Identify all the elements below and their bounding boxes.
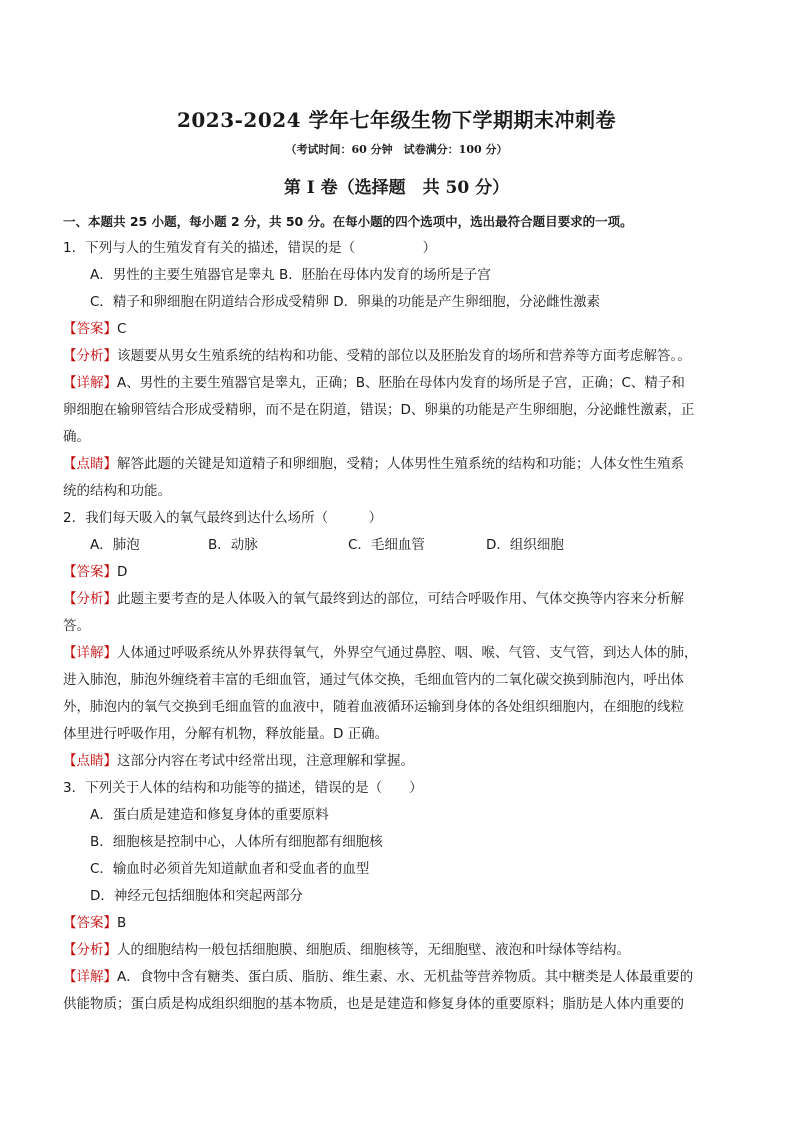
comment-text: 这部分内容在考试中经常出现，注意理解和掌握。: [117, 753, 414, 769]
question-3-stem: 3．下列关于人体的结构和功能等的描述，错误的是（ ）: [63, 780, 423, 796]
question-1-analysis: [63, 343, 730, 370]
answer-value: C: [117, 321, 127, 337]
question-1-detail-cont: 卵细胞在输卵管结合形成受精卵，而不是在阴道，错误；D、卵巢的功能是产生卵细胞，分泌雌性激素，正: [63, 402, 695, 418]
answer-tag: 【答案】: [63, 321, 117, 337]
question-2-analysis: [63, 586, 730, 613]
analysis-tag: 【分析】: [63, 591, 117, 607]
option-d: D．组织细胞: [486, 537, 564, 553]
detail-text: A．食物中含有糖类、蛋白质、脂肪、维生素、水、无机盐等营养物质。其中糖类是人体最重要的: [117, 969, 694, 985]
detail-text: A、男性的主要生殖器官是睾丸，正确；B、胚胎在母体内发育的场所是子宫，正确；C、精子和: [117, 375, 685, 391]
analysis-text: 该题要从男女生殖系统的结构和功能、受精的部位以及胚胎发育的场所和营养等方面考虑解答。。: [117, 348, 691, 364]
question-2-options: [63, 532, 730, 559]
question-2-detail: [63, 640, 730, 667]
question-2-stem: 2．我们每天吸入的氧气最终到达什么场所（ ）: [63, 510, 383, 526]
comment-tag: 【点睛】: [63, 753, 117, 769]
question-2-detail-cont: 外，肺泡内的氧气交换到毛细血管的血液中，随着血液循环运输到身体的各处组织细胞内，在细胞的线粒: [63, 699, 684, 715]
question-2-comment: [63, 748, 730, 775]
question-3-analysis: [63, 937, 730, 964]
detail-tag: 【详解】: [63, 645, 117, 661]
question-1-detail: [63, 370, 730, 397]
option-c: C．毛细血管: [348, 537, 425, 553]
question-1-stem: 1．下列与人的生殖发育有关的描述，错误的是（ ）: [63, 240, 437, 256]
question-1-answer: [63, 316, 730, 343]
question-2-detail-cont: 体里进行呼吸作用，分解有机物，释放能量。D 正确。: [63, 726, 389, 742]
question-3-answer: [63, 910, 730, 937]
question-1-options-ab: A．男性的主要生殖器官是睾丸 B．胚胎在母体内发育的场所是子宫: [90, 267, 491, 283]
exam-info: （考试时间：60 分钟 试卷满分：100 分）: [285, 143, 508, 156]
question-1-comment: [63, 451, 730, 478]
question-3-detail: [63, 964, 730, 991]
question-3-option-c: C．输血时必须首先知道献血者和受血者的血型: [90, 861, 370, 877]
answer-tag: 【答案】: [63, 915, 117, 931]
analysis-text: 此题主要考查的是人体吸入的氧气最终到达的部位，可结合呼吸作用、气体交换等内容来分析解: [117, 591, 684, 607]
detail-text: 人体通过呼吸系统从外界获得氧气，外界空气通过鼻腔、咽、喉、气管、支气管，到达人体的肺，: [117, 645, 698, 661]
analysis-tag: 【分析】: [63, 348, 117, 364]
option-b: B．动脉: [208, 537, 258, 553]
detail-tag: 【详解】: [63, 375, 117, 391]
section-title: 第 I 卷（选择题 共 50 分）: [283, 178, 510, 198]
comment-text: 解答此题的关键是知道精子和卵细胞，受精；人体男性生殖系统的结构和功能；人体女性生殖系: [117, 456, 684, 472]
detail-tag: 【详解】: [63, 969, 117, 985]
question-2-analysis-cont: 答。: [63, 618, 90, 634]
analysis-tag: 【分析】: [63, 942, 117, 958]
question-2-detail-cont: 进入肺泡，肺泡外缠绕着丰富的毛细血管，通过气体交换，毛细血管内的二氧化碳交换到肺泡内，呼出体: [63, 672, 684, 688]
answer-value: D: [117, 564, 128, 580]
answer-tag: 【答案】: [63, 564, 117, 580]
exam-content: [63, 208, 730, 1018]
question-3-option-d: D．神经元包括细胞体和突起两部分: [90, 888, 303, 904]
question-3-option-b: B．细胞核是控制中心，人体所有细胞都有细胞核: [90, 834, 383, 850]
question-3-detail-cont: 供能物质；蛋白质是构成组织细胞的基本物质，也是是建造和修复身体的重要原料；脂肪是人体内重要的: [63, 996, 684, 1012]
page-title: 2023-2024 学年七年级生物下学期期末冲刺卷: [176, 108, 617, 132]
comment-tag: 【点睛】: [63, 456, 117, 472]
answer-value: B: [117, 915, 127, 931]
option-a: A．肺泡: [90, 537, 140, 553]
question-1-comment-cont: 统的结构和功能。: [63, 483, 171, 499]
question-1-options-cd: C．精子和卵细胞在阴道结合形成受精卵 D．卵巢的功能是产生卵细胞，分泌雌性激素: [90, 294, 601, 310]
question-2-answer: [63, 559, 730, 586]
instructions: 一、本题共 25 小题，每小题 2 分，共 50 分。在每小题的四个选项中，选出最符合题目要求的一项。: [63, 214, 633, 229]
question-3-option-a: A．蛋白质是建造和修复身体的重要原料: [90, 807, 329, 823]
question-1-detail-cont: 确。: [63, 429, 90, 445]
analysis-text: 人的细胞结构一般包括细胞膜、细胞质、细胞核等，无细胞壁、液泡和叶绿体等结构。: [117, 942, 630, 958]
